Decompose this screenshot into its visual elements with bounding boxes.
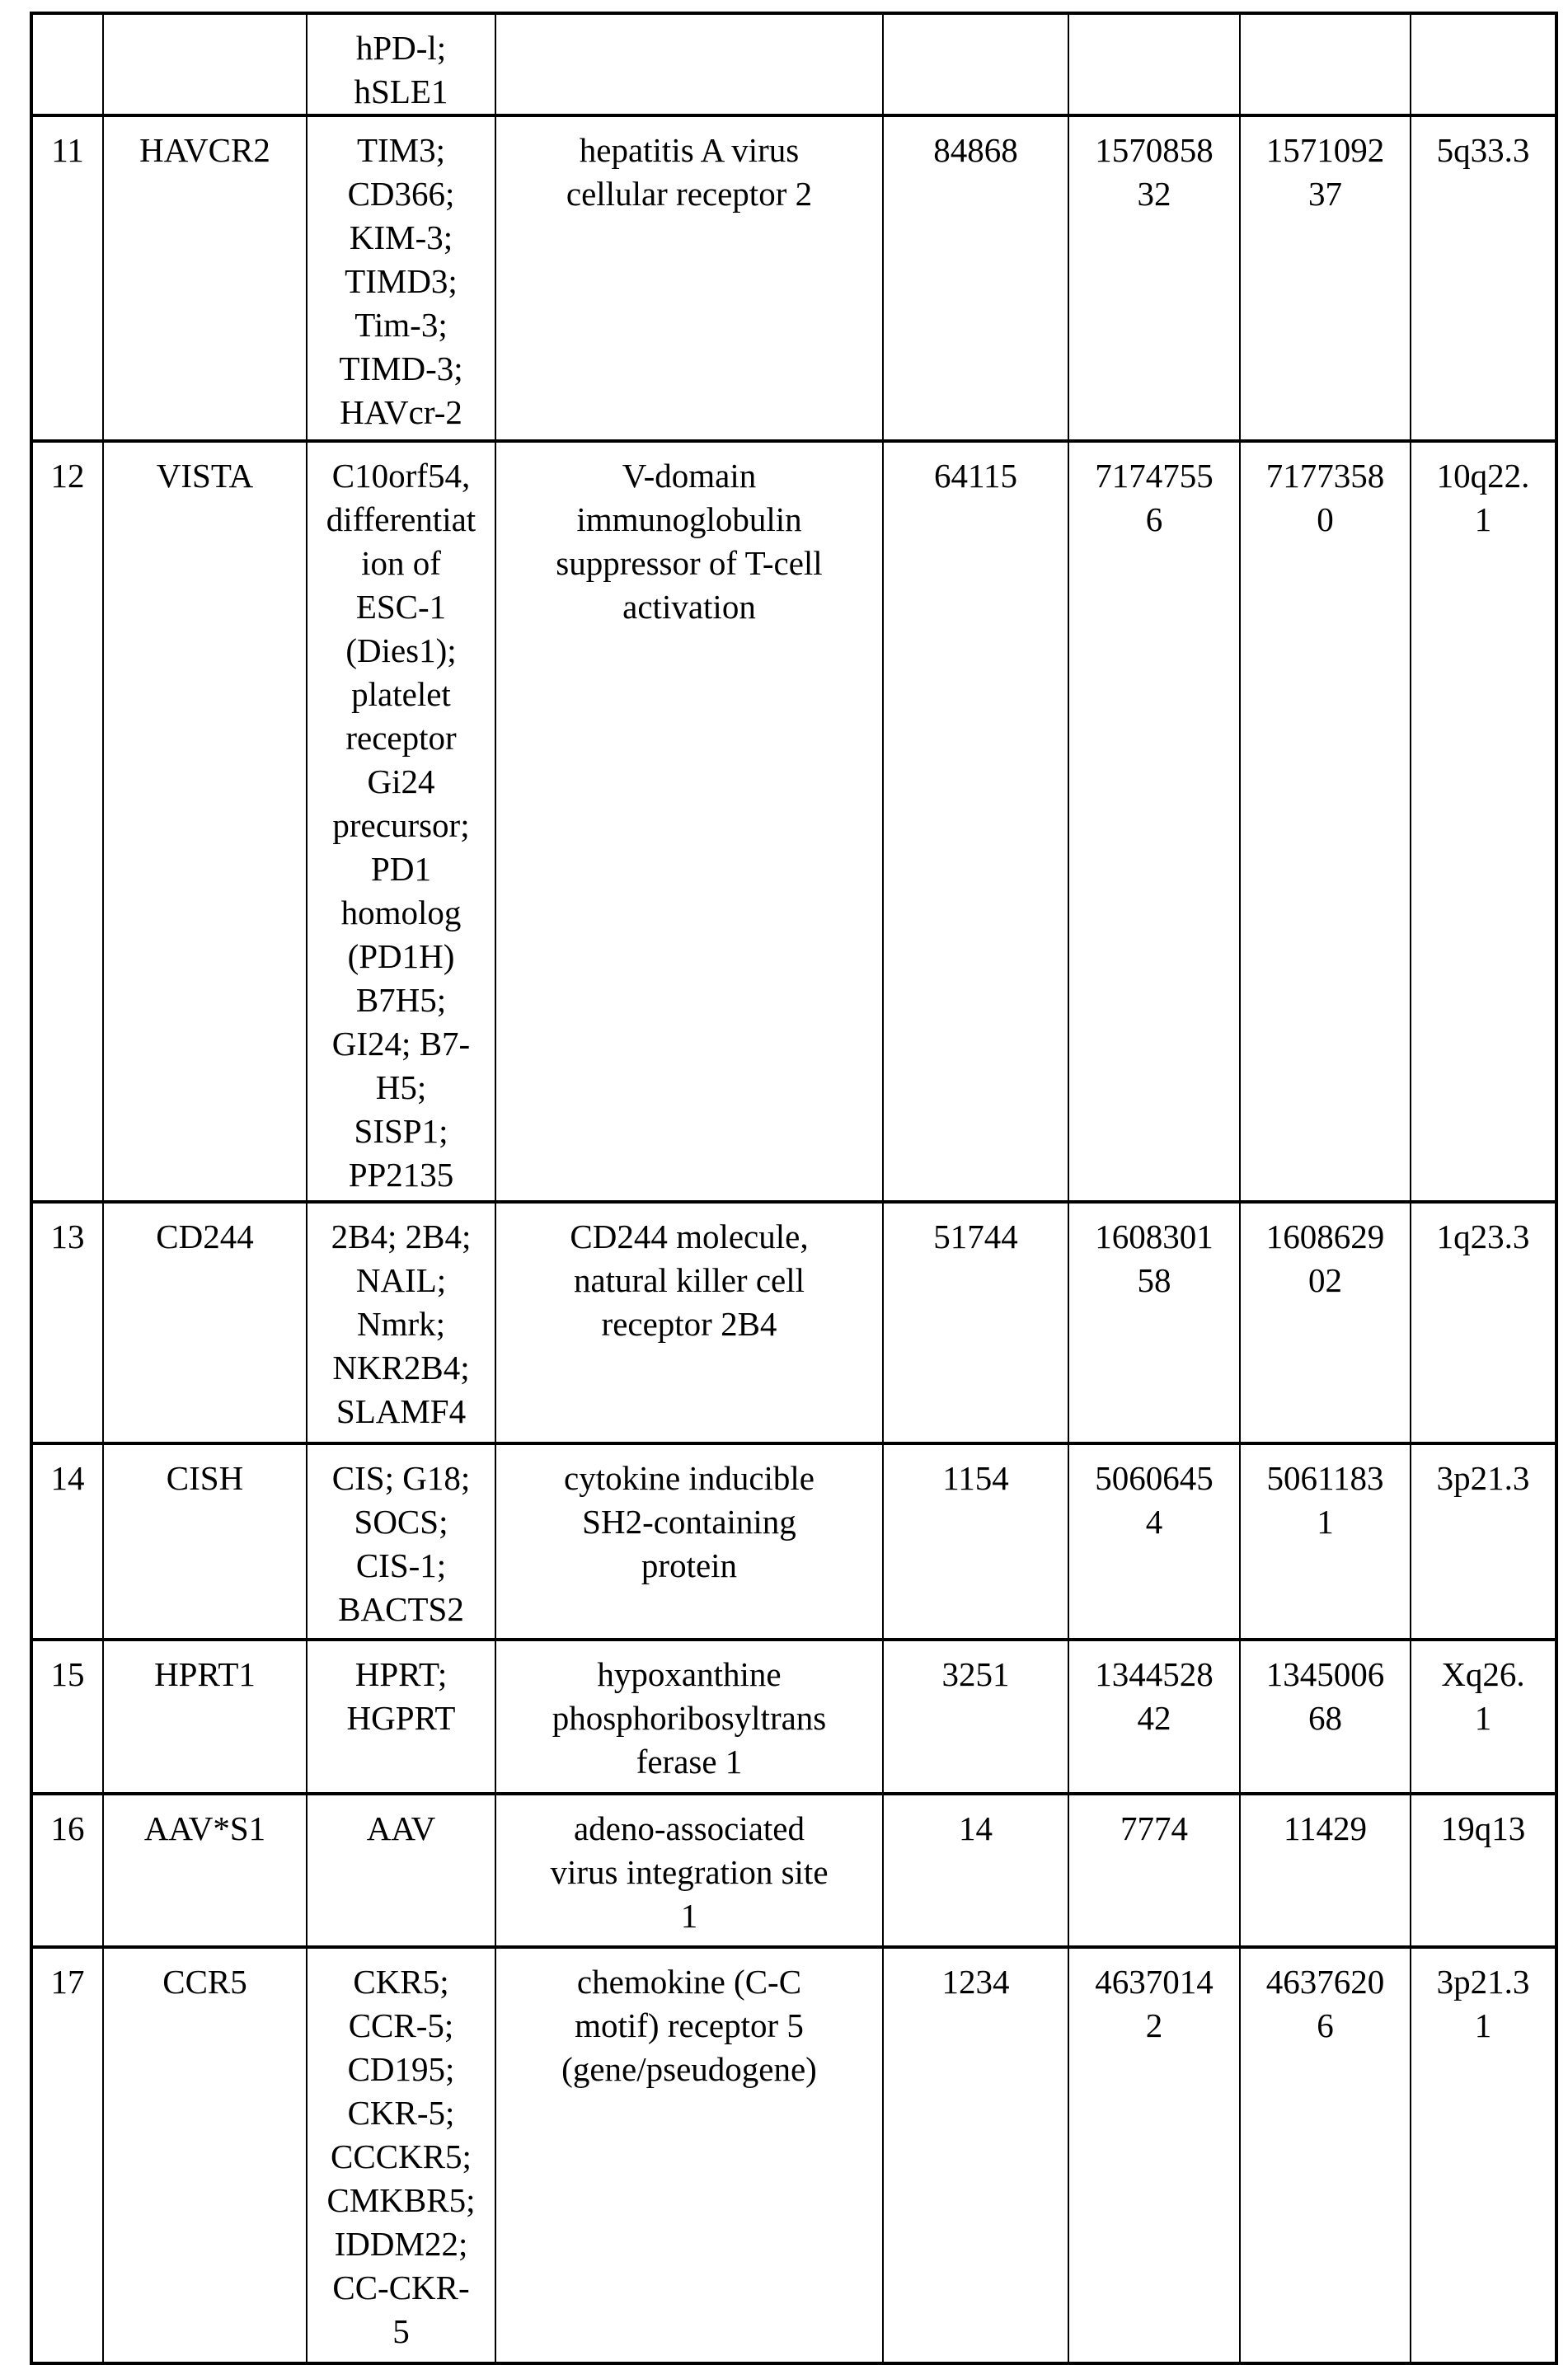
gene-aliases-line: 5 bbox=[311, 2310, 491, 2353]
end-position-cell bbox=[1240, 115, 1411, 441]
table-row bbox=[31, 1947, 1556, 2363]
end-position-line: 1 bbox=[1244, 1500, 1406, 1544]
gene-aliases-line: receptor bbox=[311, 716, 491, 760]
gene-aliases-line: CD366; bbox=[311, 172, 491, 216]
gene-aliases-cell bbox=[307, 13, 495, 115]
end-position-line: 68 bbox=[1244, 1696, 1406, 1740]
gene-description-line: V-domain bbox=[500, 454, 879, 498]
gene-aliases-line: (Dies1); bbox=[311, 629, 491, 673]
start-position-cell bbox=[1068, 1947, 1240, 2363]
gene-aliases-line: precursor; bbox=[311, 804, 491, 847]
start-position-line: 7174755 bbox=[1073, 454, 1236, 498]
gene-aliases-line: ESC-1 bbox=[311, 585, 491, 629]
gene-aliases-line: NKR2B4; bbox=[311, 1346, 491, 1390]
start-position-cell bbox=[1068, 115, 1240, 441]
end-position-line: 1571092 bbox=[1244, 129, 1406, 172]
table-row bbox=[31, 1640, 1556, 1794]
gene-aliases-line: CD195; bbox=[311, 2048, 491, 2091]
chromosome-location-line: 3p21.3 bbox=[1415, 1960, 1552, 2004]
gene-symbol-cell bbox=[103, 13, 307, 115]
gene-aliases-cell bbox=[307, 1794, 495, 1947]
gene-description-line: virus integration site bbox=[500, 1851, 879, 1894]
start-position-line: 32 bbox=[1073, 172, 1236, 216]
gene-description-cell bbox=[495, 441, 883, 1202]
gene-aliases-line: CKR5; bbox=[311, 1960, 491, 2004]
gene-description-line: immunoglobulin bbox=[500, 498, 879, 542]
gene-aliases-cell bbox=[307, 1947, 495, 2363]
chromosome-location-cell bbox=[1411, 1640, 1556, 1794]
chromosome-location-line: 1q23.3 bbox=[1415, 1215, 1552, 1259]
gene-aliases-cell bbox=[307, 441, 495, 1202]
start-position-line: 2 bbox=[1073, 2004, 1236, 2048]
gene-description-line: ferase 1 bbox=[500, 1740, 879, 1784]
gene-symbol-cell bbox=[103, 1202, 307, 1443]
chromosome-location-cell bbox=[1411, 1794, 1556, 1947]
gene-aliases-line: differentiat bbox=[311, 498, 491, 542]
gene-aliases-line: CKR-5; bbox=[311, 2091, 491, 2135]
gene-aliases-line: 2B4; 2B4; bbox=[311, 1215, 491, 1259]
gene-aliases-line: CCR-5; bbox=[311, 2004, 491, 2048]
gene-aliases-cell bbox=[307, 1202, 495, 1443]
gene-description-line: protein bbox=[500, 1544, 879, 1588]
gene-aliases-line: CIS-1; bbox=[311, 1544, 491, 1588]
gene-id: 64115 bbox=[887, 454, 1064, 498]
gene-aliases-cell bbox=[307, 1640, 495, 1794]
gene-description-line: 1 bbox=[500, 1894, 879, 1938]
gene-aliases-line: AAV bbox=[311, 1807, 491, 1851]
end-position-cell bbox=[1240, 1640, 1411, 1794]
gene-id-cell bbox=[883, 1202, 1068, 1443]
start-position-cell bbox=[1068, 441, 1240, 1202]
end-position-line: 4637620 bbox=[1244, 1960, 1406, 2004]
row-number-cell bbox=[31, 441, 103, 1202]
gene-aliases-line: BACTS2 bbox=[311, 1588, 491, 1631]
gene-description-line: activation bbox=[500, 585, 879, 629]
end-position-cell bbox=[1240, 1947, 1411, 2363]
gene-aliases-line: hPD-l; bbox=[311, 26, 491, 70]
start-position-line: 1570858 bbox=[1073, 129, 1236, 172]
gene-description-cell bbox=[495, 1443, 883, 1640]
row-number-cell bbox=[31, 1443, 103, 1640]
start-position-cell bbox=[1068, 1202, 1240, 1443]
start-position-line: 4637014 bbox=[1073, 1960, 1236, 2004]
gene-description-line: motif) receptor 5 bbox=[500, 2004, 879, 2048]
gene-symbol-cell bbox=[103, 441, 307, 1202]
gene-aliases-line: ion of bbox=[311, 542, 491, 585]
gene-description-line: SH2-containing bbox=[500, 1500, 879, 1544]
gene-symbol: HPRT1 bbox=[107, 1653, 303, 1696]
end-position-line: 1608629 bbox=[1244, 1215, 1406, 1259]
gene-description-line: suppressor of T-cell bbox=[500, 542, 879, 585]
table-row bbox=[31, 441, 1556, 1202]
gene-table bbox=[30, 12, 1558, 2365]
gene-id-cell bbox=[883, 115, 1068, 441]
gene-aliases-line: B7H5; bbox=[311, 978, 491, 1022]
start-position-line: 1608301 bbox=[1073, 1215, 1236, 1259]
row-number-cell bbox=[31, 115, 103, 441]
gene-aliases-line: TIMD-3; bbox=[311, 347, 491, 391]
start-position-cell bbox=[1068, 13, 1240, 115]
gene-id-cell bbox=[883, 441, 1068, 1202]
gene-aliases-line: SISP1; bbox=[311, 1110, 491, 1153]
gene-aliases-line: Tim-3; bbox=[311, 303, 491, 347]
gene-symbol: CCR5 bbox=[107, 1960, 303, 2004]
chromosome-location-cell bbox=[1411, 115, 1556, 441]
gene-description-line: cellular receptor 2 bbox=[500, 172, 879, 216]
gene-aliases-line: HAVcr-2 bbox=[311, 391, 491, 434]
start-position-cell bbox=[1068, 1794, 1240, 1947]
gene-id: 1154 bbox=[887, 1457, 1064, 1500]
chromosome-location-line: 3p21.3 bbox=[1415, 1457, 1552, 1500]
gene-aliases-line: KIM-3; bbox=[311, 216, 491, 260]
gene-aliases-line: Nmrk; bbox=[311, 1302, 491, 1346]
gene-aliases-line: (PD1H) bbox=[311, 935, 491, 978]
gene-aliases-line: TIMD3; bbox=[311, 260, 491, 303]
end-position-cell bbox=[1240, 1443, 1411, 1640]
end-position-cell bbox=[1240, 441, 1411, 1202]
row-number: 15 bbox=[36, 1653, 99, 1696]
gene-description-cell bbox=[495, 13, 883, 115]
end-position-cell bbox=[1240, 1794, 1411, 1947]
row-number: 13 bbox=[36, 1215, 99, 1259]
gene-aliases-line: PD1 bbox=[311, 847, 491, 891]
gene-aliases-line: GI24; B7- bbox=[311, 1022, 491, 1066]
end-position-line: 6 bbox=[1244, 2004, 1406, 2048]
gene-aliases-line: platelet bbox=[311, 673, 491, 716]
gene-symbol: VISTA bbox=[107, 454, 303, 498]
gene-aliases-line: HPRT; bbox=[311, 1653, 491, 1696]
chromosome-location-cell bbox=[1411, 1947, 1556, 2363]
start-position-line: 1344528 bbox=[1073, 1653, 1236, 1696]
gene-description-cell bbox=[495, 1947, 883, 2363]
gene-id: 14 bbox=[887, 1807, 1064, 1851]
end-position-line: 37 bbox=[1244, 172, 1406, 216]
end-position-line: 1345006 bbox=[1244, 1653, 1406, 1696]
gene-aliases-line: CIS; G18; bbox=[311, 1457, 491, 1500]
gene-aliases-line: Gi24 bbox=[311, 760, 491, 804]
gene-description-line: phosphoribosyltrans bbox=[500, 1696, 879, 1740]
row-number: 14 bbox=[36, 1457, 99, 1500]
gene-aliases-line: CMKBR5; bbox=[311, 2179, 491, 2222]
gene-aliases-line: hSLE1 bbox=[311, 70, 491, 114]
gene-id-cell bbox=[883, 1947, 1068, 2363]
row-number: 16 bbox=[36, 1807, 99, 1851]
row-number-cell bbox=[31, 1794, 103, 1947]
gene-symbol-cell bbox=[103, 1443, 307, 1640]
end-position-line: 5061183 bbox=[1244, 1457, 1406, 1500]
row-number-cell bbox=[31, 1640, 103, 1794]
gene-description-line: hepatitis A virus bbox=[500, 129, 879, 172]
gene-aliases-line: CC-CKR- bbox=[311, 2266, 491, 2310]
gene-symbol: CISH bbox=[107, 1457, 303, 1500]
gene-description-line: natural killer cell bbox=[500, 1259, 879, 1302]
gene-id-cell bbox=[883, 13, 1068, 115]
gene-description-cell bbox=[495, 1640, 883, 1794]
chromosome-location-line: 1 bbox=[1415, 498, 1552, 542]
table-row bbox=[31, 1202, 1556, 1443]
chromosome-location-line: 19q13 bbox=[1415, 1807, 1552, 1851]
table-row bbox=[31, 1794, 1556, 1947]
gene-symbol: AAV*S1 bbox=[107, 1807, 303, 1851]
start-position-cell bbox=[1068, 1640, 1240, 1794]
start-position-line: 7774 bbox=[1073, 1807, 1236, 1851]
start-position-line: 4 bbox=[1073, 1500, 1236, 1544]
gene-aliases-line: NAIL; bbox=[311, 1259, 491, 1302]
row-number-cell bbox=[31, 1202, 103, 1443]
gene-aliases-line: TIM3; bbox=[311, 129, 491, 172]
end-position-line: 11429 bbox=[1244, 1807, 1406, 1851]
end-position-line: 7177358 bbox=[1244, 454, 1406, 498]
chromosome-location-cell bbox=[1411, 1202, 1556, 1443]
start-position-line: 6 bbox=[1073, 498, 1236, 542]
gene-description-line: chemokine (C-C bbox=[500, 1960, 879, 2004]
gene-aliases-line: IDDM22; bbox=[311, 2222, 491, 2266]
gene-description-line: cytokine inducible bbox=[500, 1457, 879, 1500]
end-position-line: 02 bbox=[1244, 1259, 1406, 1302]
gene-id-cell bbox=[883, 1640, 1068, 1794]
gene-description-cell bbox=[495, 1202, 883, 1443]
gene-aliases-line: PP2135 bbox=[311, 1153, 491, 1197]
row-number-cell bbox=[31, 1947, 103, 2363]
chromosome-location-cell bbox=[1411, 1443, 1556, 1640]
chromosome-location-line: 1 bbox=[1415, 1696, 1552, 1740]
gene-symbol-cell bbox=[103, 1794, 307, 1947]
gene-description-line: (gene/pseudogene) bbox=[500, 2048, 879, 2091]
gene-id: 3251 bbox=[887, 1653, 1064, 1696]
gene-id-cell bbox=[883, 1794, 1068, 1947]
gene-description-line: adeno-associated bbox=[500, 1807, 879, 1851]
gene-symbol: CD244 bbox=[107, 1215, 303, 1259]
gene-aliases-line: CCCKR5; bbox=[311, 2135, 491, 2179]
table-row bbox=[31, 1443, 1556, 1640]
gene-aliases-line: C10orf54, bbox=[311, 454, 491, 498]
gene-aliases-line: homolog bbox=[311, 891, 491, 935]
row-number: 12 bbox=[36, 454, 99, 498]
table-row bbox=[31, 115, 1556, 441]
gene-aliases-cell bbox=[307, 1443, 495, 1640]
start-position-line: 5060645 bbox=[1073, 1457, 1236, 1500]
gene-symbol-cell bbox=[103, 1640, 307, 1794]
gene-symbol-cell bbox=[103, 1947, 307, 2363]
chromosome-location-cell bbox=[1411, 13, 1556, 115]
gene-aliases-cell bbox=[307, 115, 495, 441]
row-number: 11 bbox=[36, 129, 99, 172]
chromosome-location-line: 5q33.3 bbox=[1415, 129, 1552, 172]
start-position-cell bbox=[1068, 1443, 1240, 1640]
end-position-line: 0 bbox=[1244, 498, 1406, 542]
gene-symbol-cell bbox=[103, 115, 307, 441]
gene-symbol: HAVCR2 bbox=[107, 129, 303, 172]
table-row bbox=[31, 13, 1556, 115]
gene-id: 84868 bbox=[887, 129, 1064, 172]
gene-description-cell bbox=[495, 115, 883, 441]
chromosome-location-line: Xq26. bbox=[1415, 1653, 1552, 1696]
gene-id-cell bbox=[883, 1443, 1068, 1640]
end-position-cell bbox=[1240, 13, 1411, 115]
gene-id: 51744 bbox=[887, 1215, 1064, 1259]
gene-description-cell bbox=[495, 1794, 883, 1947]
start-position-line: 42 bbox=[1073, 1696, 1236, 1740]
end-position-cell bbox=[1240, 1202, 1411, 1443]
chromosome-location-line: 10q22. bbox=[1415, 454, 1552, 498]
gene-aliases-line: H5; bbox=[311, 1066, 491, 1110]
gene-aliases-line: SOCS; bbox=[311, 1500, 491, 1544]
gene-aliases-line: HGPRT bbox=[311, 1696, 491, 1740]
gene-description-line: hypoxanthine bbox=[500, 1653, 879, 1696]
start-position-line: 58 bbox=[1073, 1259, 1236, 1302]
row-number: 17 bbox=[36, 1960, 99, 2004]
gene-description-line: receptor 2B4 bbox=[500, 1302, 879, 1346]
gene-id: 1234 bbox=[887, 1960, 1064, 2004]
chromosome-location-line: 1 bbox=[1415, 2004, 1552, 2048]
gene-description-line: CD244 molecule, bbox=[500, 1215, 879, 1259]
row-number-cell bbox=[31, 13, 103, 115]
chromosome-location-cell bbox=[1411, 441, 1556, 1202]
gene-aliases-line: SLAMF4 bbox=[311, 1390, 491, 1434]
